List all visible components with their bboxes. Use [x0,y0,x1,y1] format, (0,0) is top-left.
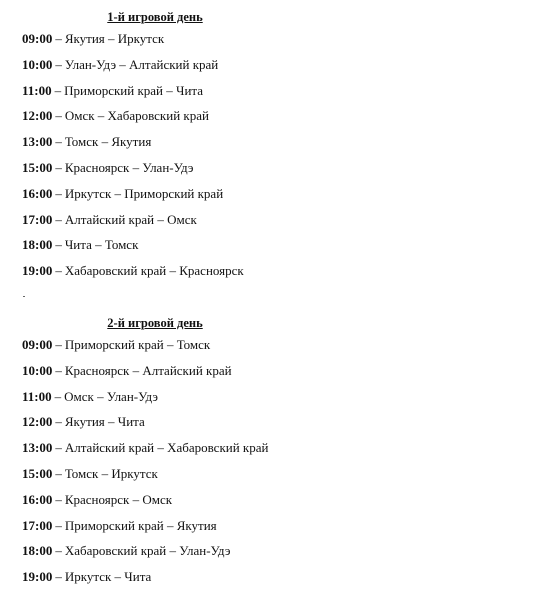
game-row [22,564,541,590]
game-time: 17:00 [22,211,53,227]
time-separator: – [55,517,62,533]
time-separator: – [55,543,62,559]
game-row [22,538,541,564]
time-separator: – [55,440,62,456]
game-teams: Хабаровский край – Красноярск [64,263,244,279]
game-teams: Иркутск – Чита [64,569,152,585]
game-row [22,435,541,461]
time-separator: – [54,82,62,98]
game-row [22,384,541,410]
time-separator: – [55,159,62,175]
time-separator: – [55,185,62,201]
time-separator: – [55,263,62,279]
time-separator: – [55,56,62,72]
game-list [0,26,541,284]
game-teams: Омск – Улан-Удэ [64,388,159,404]
game-row [22,513,541,539]
stray-mark [23,296,25,297]
game-row [22,181,541,207]
game-row [22,409,541,435]
game-teams: Красноярск – Омск [64,491,173,507]
game-time: 10:00 [22,362,53,378]
game-time: 15:00 [22,159,53,175]
game-row [22,207,541,233]
game-teams: Якутия – Иркутск [64,31,165,46]
game-row [22,26,541,52]
game-time: 10:00 [22,56,53,72]
time-separator: – [55,31,62,46]
game-row [22,129,541,155]
game-row [22,487,541,513]
time-separator: – [55,337,62,352]
game-row [22,358,541,384]
game-row [22,332,541,358]
game-row [22,78,541,104]
game-teams: Приморский край – Якутия [64,517,217,533]
day-title: 2-й игровой день [107,316,203,330]
game-time: 15:00 [22,465,53,481]
game-time: 18:00 [22,543,53,559]
time-separator: – [54,388,62,404]
game-row [22,103,541,129]
game-teams: Алтайский край – Хабаровский край [64,440,269,456]
game-time: 16:00 [22,185,53,201]
game-teams: Томск – Иркутск [64,465,158,481]
game-row [22,232,541,258]
game-teams: Томск – Якутия [64,134,152,150]
game-time: 19:00 [22,569,53,585]
game-row [22,461,541,487]
time-separator: – [55,569,62,585]
game-list [0,332,541,590]
game-teams: Приморский край – Чита [64,82,204,98]
game-time: 09:00 [22,337,53,352]
game-time: 12:00 [22,108,53,124]
time-separator: – [55,108,62,124]
time-separator: – [55,211,62,227]
time-separator: – [55,134,62,150]
game-day-2 [0,314,541,590]
game-row [22,258,541,284]
time-separator: – [55,491,62,507]
game-time: 16:00 [22,491,53,507]
game-teams: Красноярск – Улан-Удэ [64,159,194,175]
game-teams: Улан-Удэ – Алтайский край [64,56,219,72]
game-teams: Хабаровский край – Улан-Удэ [64,543,231,559]
game-teams: Чита – Томск [64,237,139,253]
game-teams: Красноярск – Алтайский край [64,362,232,378]
day-title: 1-й игровой день [107,10,203,24]
game-time: 18:00 [22,237,53,253]
time-separator: – [55,465,62,481]
game-time: 19:00 [22,263,53,279]
time-separator: – [55,414,62,430]
game-teams: Алтайский край – Омск [64,211,197,227]
game-teams: Омск – Хабаровский край [64,108,209,124]
game-time: 13:00 [22,134,53,150]
game-time: 09:00 [22,31,53,46]
game-time: 13:00 [22,440,53,456]
game-row [22,155,541,181]
game-time: 11:00 [22,82,52,98]
game-teams: Якутия – Чита [64,414,145,430]
game-time: 11:00 [22,388,52,404]
game-time: 12:00 [22,414,53,430]
time-separator: – [55,237,62,253]
game-day-1 [0,8,541,284]
game-teams: Приморский край – Томск [64,337,211,352]
game-row [22,52,541,78]
game-time: 17:00 [22,517,53,533]
time-separator: – [55,362,62,378]
game-teams: Иркутск – Приморский край [64,185,224,201]
